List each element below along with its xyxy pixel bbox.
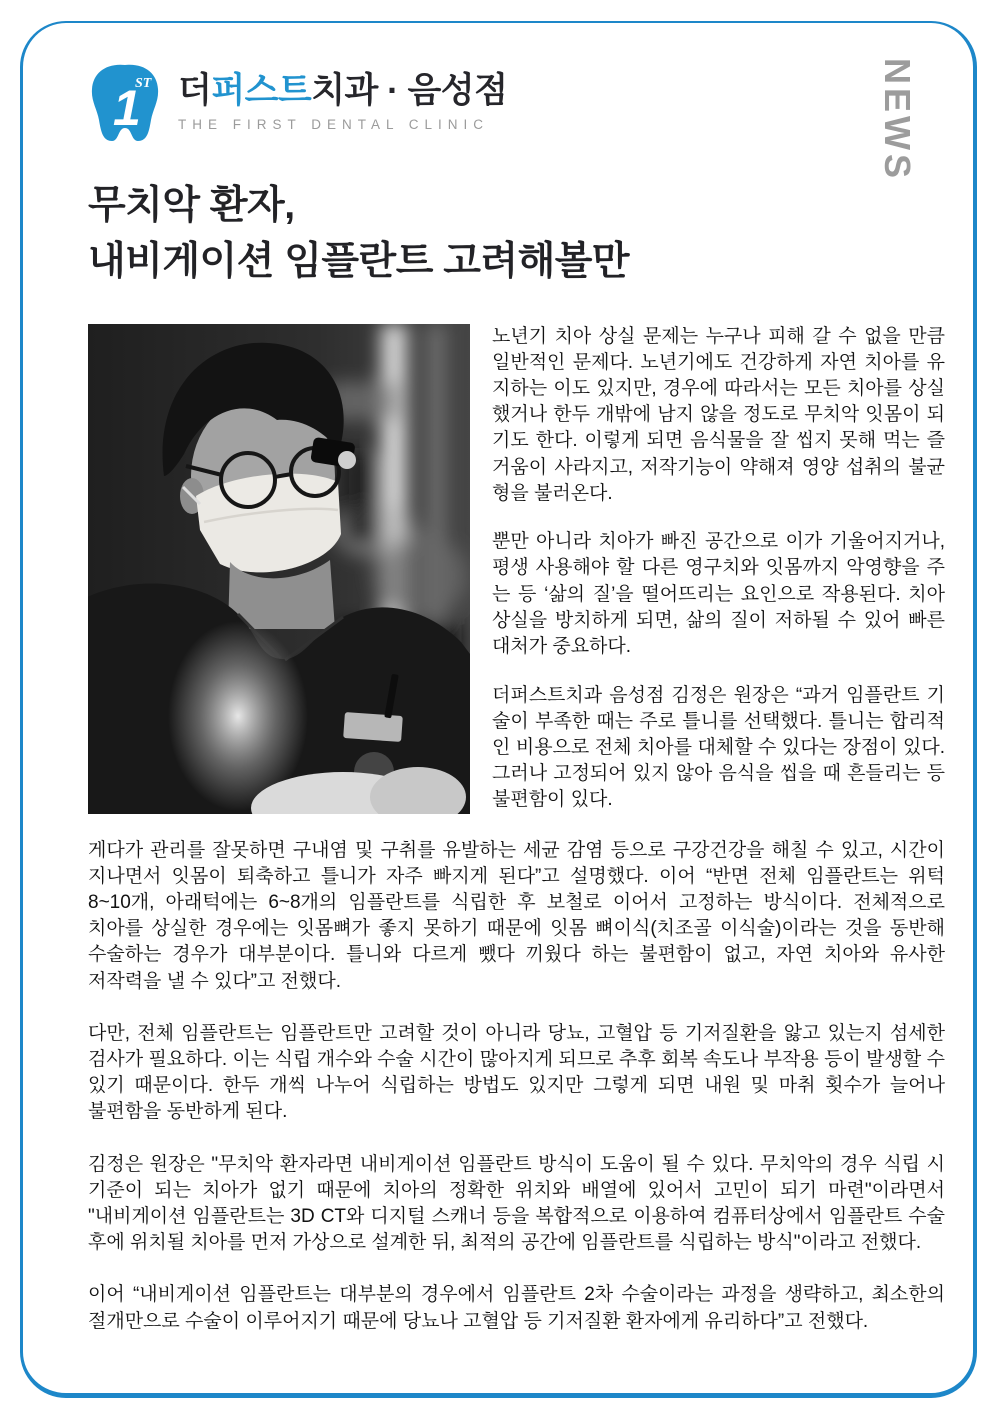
headline-line2: 내비게이션 임플란트 고려해볼만: [88, 239, 630, 283]
page-content: [88, 62, 945, 1335]
article-paragraph: 김정은 원장은 "무치악 환자라면 내비게이션 임플란트 방식이 도움이 될 수 있다. 무치악의 경우 식립 시 기준이 되는 치아가 없기 때문에 치아의 정확한 위치와 배열에 있어서 고민이 되기 마련"이라면서 "내비게이션 임플란트는 3D CT와 디지털 스캐너 등을 복합적으로 이용하여 컴퓨터상에서 임플란트 수술 후에 위치될 치아를 먼저 가상으로 설계한 뒤, 최적의 공간에 임플란트를 식립하는 방식"이라고 전했다.: [88, 1153, 945, 1254]
brand-logo: [88, 62, 945, 142]
article-paragraph: 게다가 관리를 잘못하면 구내염 및 구취를 유발하는 세균 감염 등으로 구강건강을 해칠 수 있고, 시간이 지나면서 잇몸이 퇴축하고 틀니가 자주 빠지게 된다”고 설명했다. 이어 “반면 전체 임플란트는 위턱 8~10개, 아래턱에는 6~8개의 임플란트를 식립한 후 보철로 이어서 고정하는 방식이다. 전체적으로 치아를 상실한 경우에는 잇몸뼈가 좋지 못하기 때문에 잇몸 뼈이식(치조골 이식술)이라는 것을 동반해 수술하는 경우가 대부분이다. 틀니와 다르게 뺐다 끼웠다 하는 불편함이 없고, 자연 치아와 유사한 저작력을 낼 수 있다”고 전했다.: [88, 839, 945, 992]
article-top-section: [88, 324, 945, 814]
article-paragraph: 더퍼스트치과 음성점 김정은 원장은 “과거 임플란트 기술이 부족한 때는 주로 틀니를 선택했다. 틀니는 합리적인 비용으로 전체 치아를 대체할 수 있다는 장점이 있다. 그러나 고정되어 있지 않아 음식을 씹을 때 흔들리는 등 불편함이 있다.: [492, 684, 945, 811]
brand-text: [178, 72, 507, 132]
side-text-column: [492, 324, 945, 814]
brand-name-post: 치과 · 음성점: [311, 71, 508, 111]
headline: [88, 178, 945, 290]
article-paragraph: 뿐만 아니라 치아가 빠진 공간으로 이가 기울어지거나, 평생 사용해야 할 다른 영구치와 잇몸까지 악영향을 주는 등 ‘삶의 질’을 떨어뜨리는 요인으로 작용된다. 치아 상실을 방치하게 되면, 삶의 질이 저하될 수 있어 빠른 대처가 중요하다.: [492, 531, 945, 658]
article-bottom-section: [88, 838, 945, 1335]
article-paragraph: 노년기 치아 상실 문제는 누구나 피해 갈 수 없을 만큼 일반적인 문제다. 노년기에도 건강하게 자연 치아를 유지하는 이도 있지만, 경우에 따라서는 모든 치아를 상실했거나 한두 개밖에 남지 않을 정도로 무치악 잇몸이 되기도 한다. 이렇게 되면 음식물을 잘 씹지 못해 먹는 즐거움이 사라지고, 저작기능이 약해져 영양 섭취의 불균형을 불러온다.: [492, 325, 945, 504]
news-label: NEWS: [877, 58, 918, 182]
tooth-icon: [88, 62, 162, 142]
tooth-superscript: ST: [135, 76, 152, 91]
dentist-photo: [88, 324, 470, 814]
article-paragraph: 다만, 전체 임플란트는 임플란트만 고려할 것이 아니라 당뇨, 고혈압 등 기저질환을 앓고 있는지 섬세한 검사가 필요하다. 이는 식립 개수와 수술 시간이 많아지게 되므로 추후 회복 속도나 부작용 등이 발생할 수 있기 때문이다. 한두 개씩 나누어 식립하는 방법도 있지만 그렇게 되면 내원 및 마취 횟수가 늘어나 불편함을 동반하게 된다.: [88, 1022, 945, 1123]
headline-line1: 무치악 환자,: [88, 184, 295, 227]
brand-name-highlight: 퍼스트: [211, 71, 312, 111]
brand-name: [178, 72, 507, 111]
tooth-number: 1: [113, 80, 141, 136]
brand-tagline: THE FIRST DENTAL CLINIC: [178, 116, 490, 132]
article-paragraph: 이어 “내비게이션 임플란트는 대부분의 경우에서 임플란트 2차 수술이라는 과정을 생략하고, 최소한의 절개만으로 수술이 이루어지기 때문에 당뇨나 고혈압 등 기저질환 환자에게 유리하다”고 전했다.: [88, 1284, 945, 1332]
brand-name-pre: 더: [178, 71, 212, 111]
